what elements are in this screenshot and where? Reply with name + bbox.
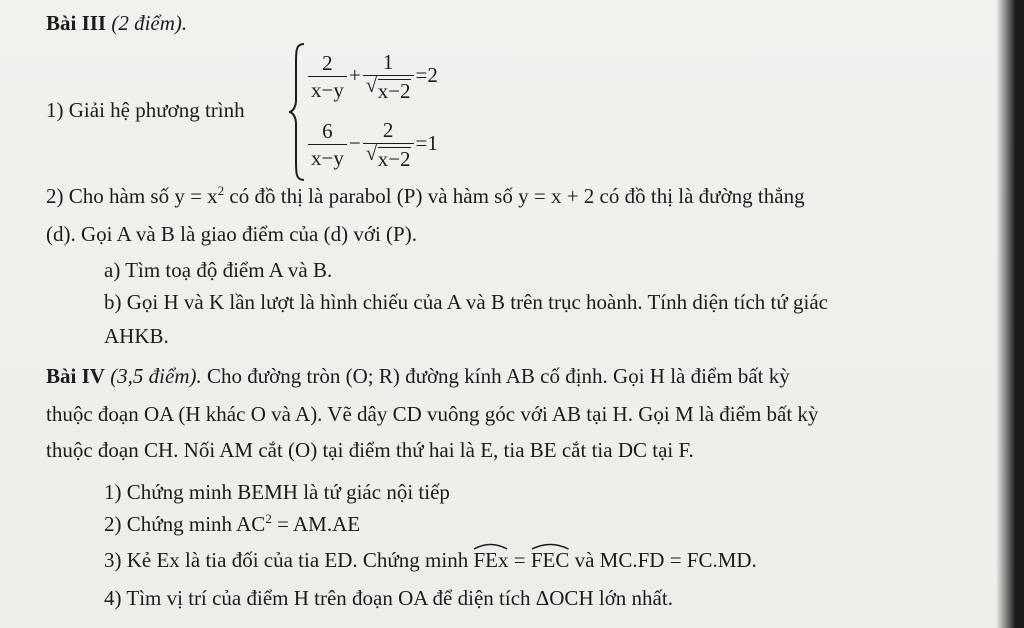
q2-line1-part-a: 2) Cho hàm số y = x bbox=[46, 184, 218, 208]
q2-line1-part-b: có đồ thị là parabol (P) và hàm số y = x + 2 có đồ thị là đường thẳng bbox=[224, 184, 805, 208]
equation-1 bbox=[306, 52, 438, 102]
bai4-q2 bbox=[104, 511, 361, 536]
bai3-heading bbox=[46, 13, 187, 34]
eq2-sqrt: √ x−2 bbox=[365, 141, 411, 171]
bai3-q2-line2: (d). Gọi A và B là giao điểm của (d) với (P). bbox=[46, 222, 417, 246]
bai4-q4: 4) Tìm vị trí của điểm H trên đoạn OA để diện tích ΔOCH lớn nhất. bbox=[104, 586, 673, 610]
angle-equals: = bbox=[508, 548, 531, 572]
eq1-rhs: =2 bbox=[415, 62, 438, 87]
eq2-rhs: =1 bbox=[415, 130, 438, 155]
bai4-q3 bbox=[104, 550, 757, 571]
angle-fex: FEx bbox=[473, 548, 509, 572]
eq2-fraction-2 bbox=[363, 120, 414, 170]
bai4-line2: thuộc đoạn OA (H khác O và A). Vẽ dây CD vuông góc với AB tại H. Gọi M là điểm bất kỳ bbox=[46, 402, 819, 426]
eq2-fraction-1 bbox=[308, 121, 347, 169]
bai3-q2b-line2: AHKB. bbox=[104, 324, 169, 348]
bai4-q1: 1) Chứng minh BEMH là tứ giác nội tiếp bbox=[104, 480, 450, 504]
eq2-den1: x−y bbox=[311, 146, 344, 170]
eq1-radicand: x−2 bbox=[377, 79, 411, 103]
eq2-num2: 2 bbox=[363, 120, 414, 144]
bai4-line1-rest: Cho đường tròn (O; R) đường kính AB cố định. Gọi H là điểm bất kỳ bbox=[201, 364, 790, 388]
bai4-title: Bài IV bbox=[46, 364, 105, 388]
bai3-points: (2 điểm). bbox=[111, 11, 188, 35]
eq1-fraction-2 bbox=[363, 52, 414, 102]
angle-arc-fec bbox=[531, 550, 570, 571]
eq2-num1: 6 bbox=[308, 121, 347, 145]
angle-arc-fex bbox=[473, 550, 508, 571]
bai3-q2-line1 bbox=[46, 183, 805, 208]
bai4-q2-exponent: 2 bbox=[265, 511, 272, 526]
eq1-num2: 1 bbox=[363, 52, 414, 76]
bai4-q3-part-a: 3) Kẻ Ex là tia đối của tia ED. Chứng minh bbox=[104, 548, 474, 572]
bai3-q1-label: 1) Giải hệ phương trình bbox=[46, 98, 245, 122]
eq1-num1: 2 bbox=[308, 53, 347, 77]
bai3-q2b-line1: b) Gọi H và K lần lượt là hình chiếu của A và B trên trục hoành. Tính diện tích tứ giác bbox=[104, 290, 828, 314]
equation-2 bbox=[306, 120, 438, 170]
eq1-den1: x−y bbox=[311, 78, 344, 102]
angle-fec: FEC bbox=[530, 548, 570, 572]
bai4-line1 bbox=[46, 366, 790, 387]
eq2-radicand: x−2 bbox=[377, 147, 411, 171]
bai3-q2a: a) Tìm toạ độ điểm A và B. bbox=[104, 258, 333, 282]
bai4-q2-part-b: = AM.AE bbox=[271, 512, 361, 536]
eq1-sqrt: √ x−2 bbox=[365, 73, 411, 103]
bai4-q2-part-a: 2) Chứng minh AC bbox=[104, 512, 266, 536]
dark-edge bbox=[996, 0, 1024, 628]
bai4-line3: thuộc đoạn CH. Nối AM cắt (O) tại điểm thứ hai là E, tia BE cắt tia DC tại F. bbox=[46, 438, 694, 462]
bai3-title: Bài III bbox=[46, 11, 107, 35]
eq2-operator: − bbox=[348, 130, 361, 155]
system-brace bbox=[288, 42, 306, 182]
bai4-q3-part-b: và MC.FD = FC.MD. bbox=[569, 548, 757, 572]
eq1-operator: + bbox=[348, 62, 361, 87]
q2-exponent: 2 bbox=[217, 183, 225, 198]
eq1-fraction-1 bbox=[308, 53, 347, 101]
bai4-points: (3,5 điểm). bbox=[110, 364, 202, 388]
